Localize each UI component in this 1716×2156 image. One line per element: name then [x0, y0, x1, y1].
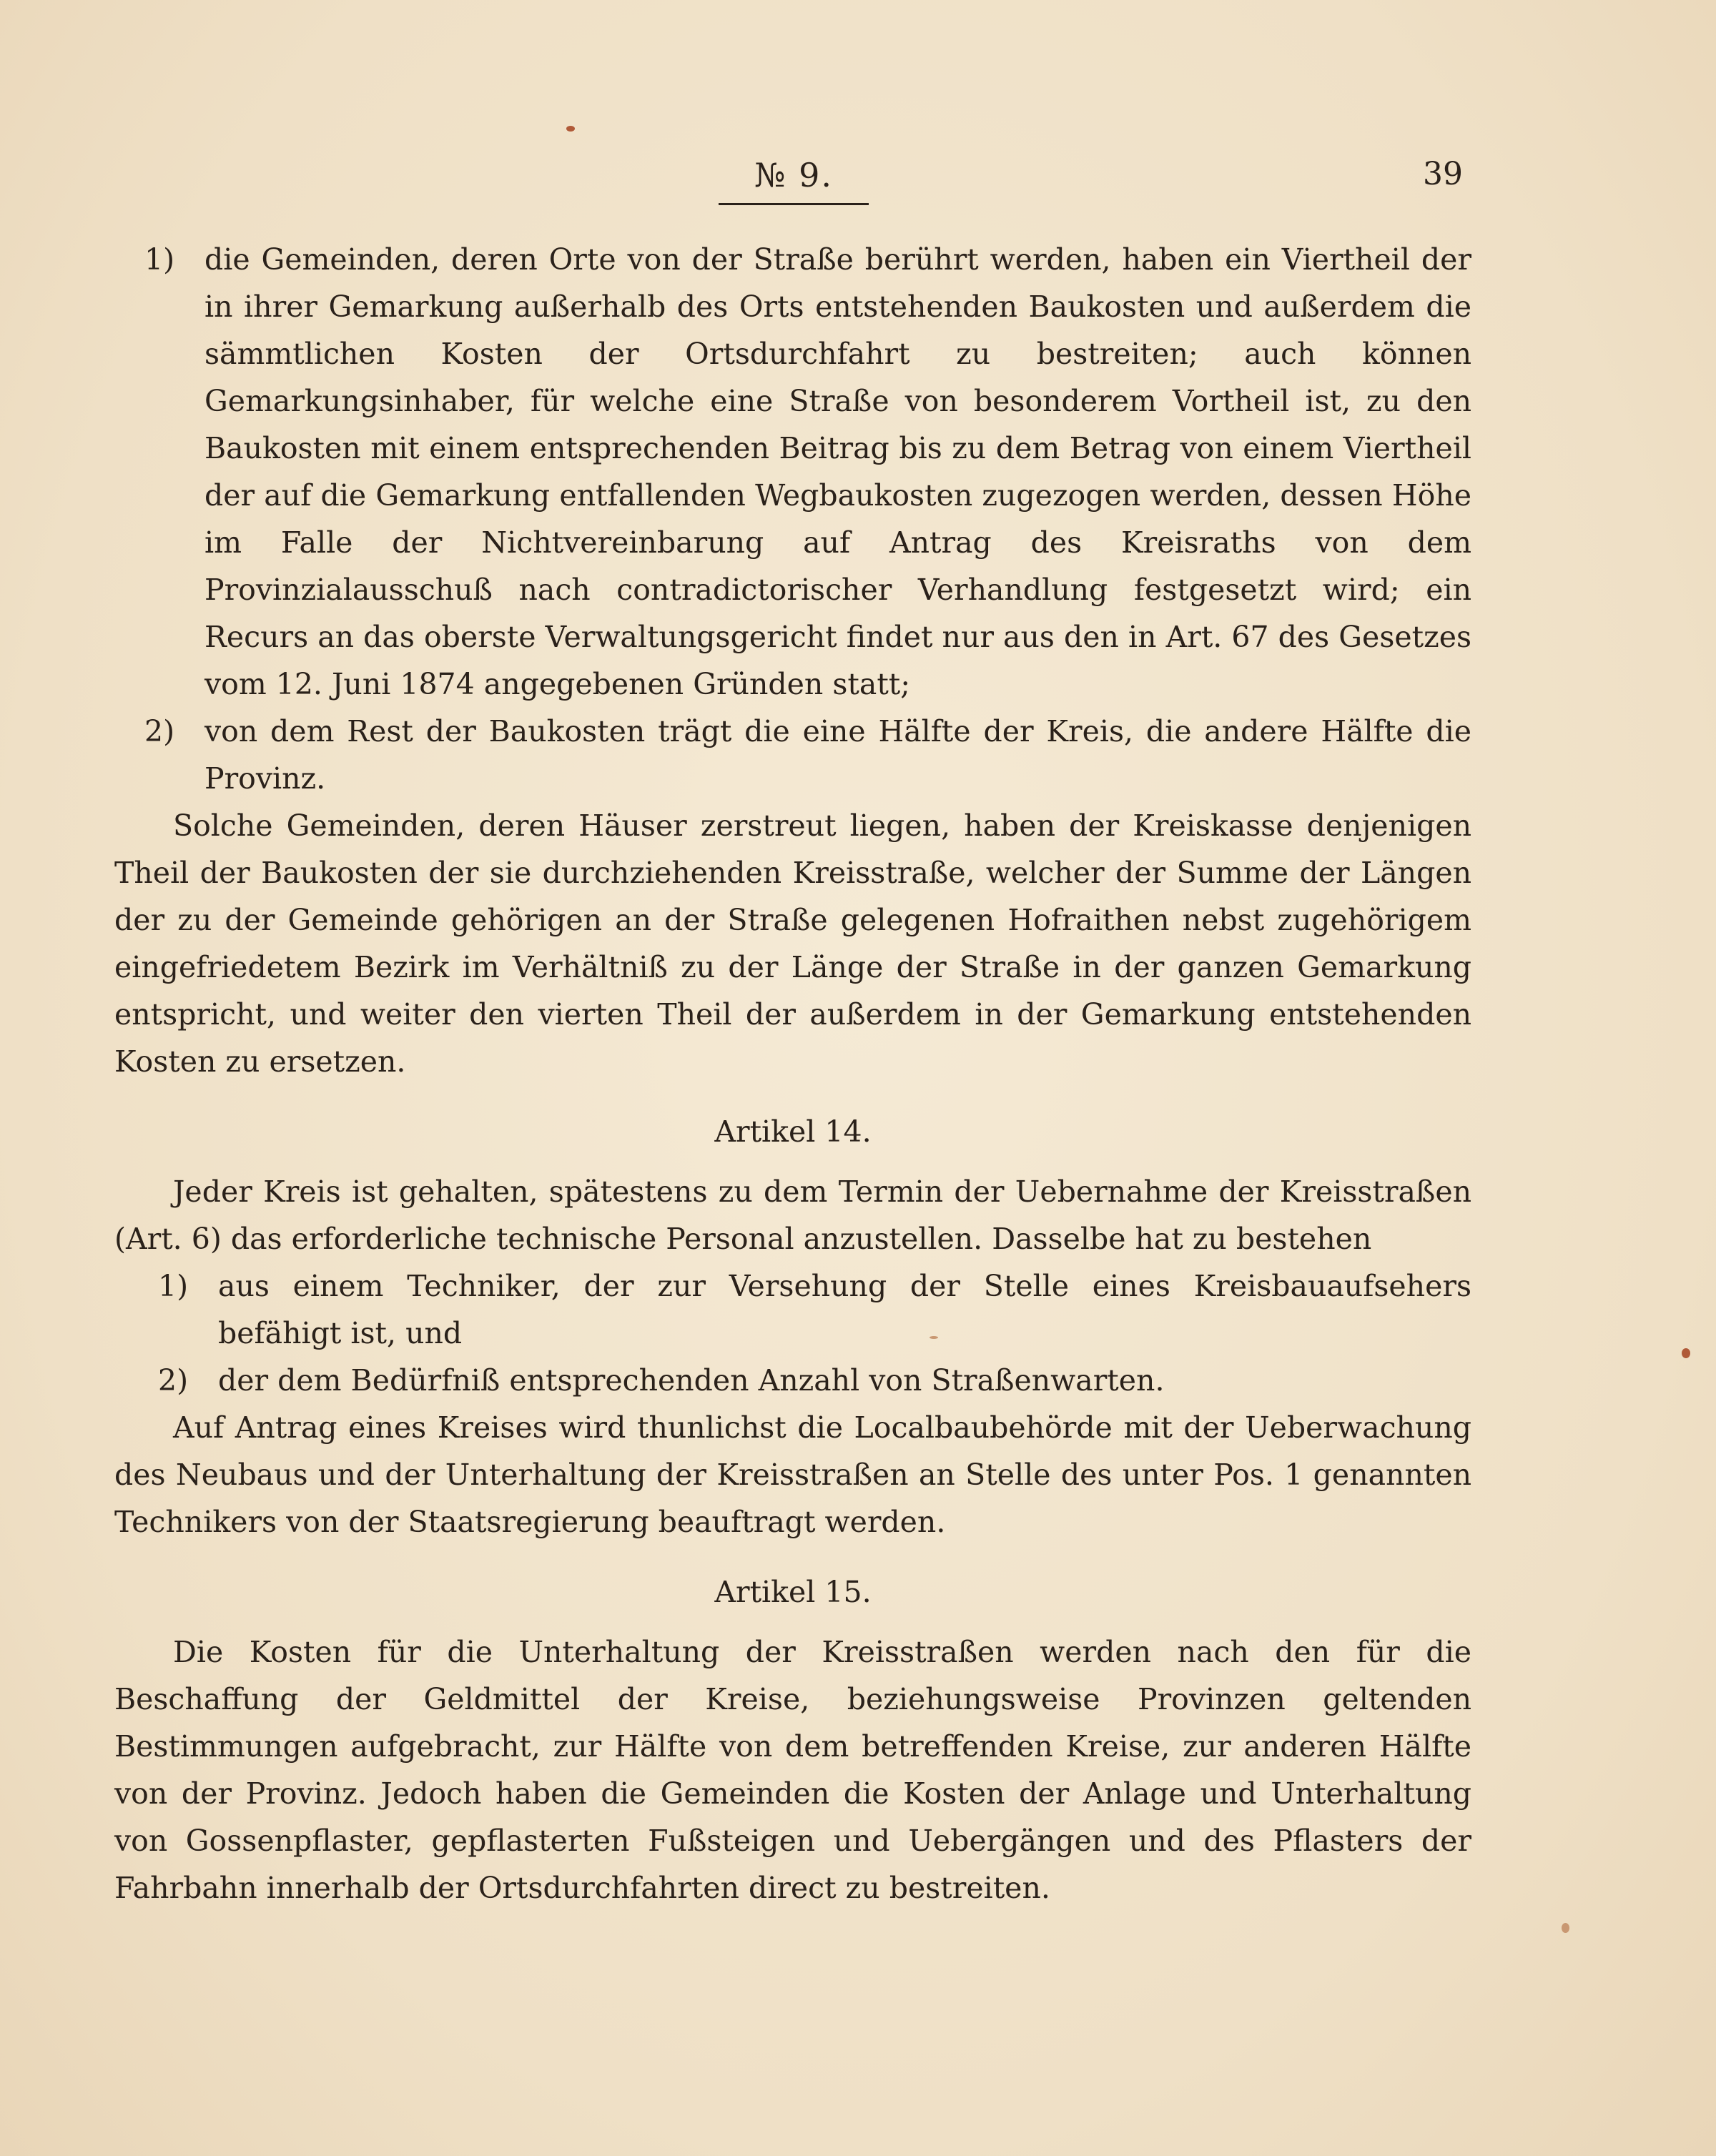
list-item	[114, 1357, 1471, 1404]
ink-spot	[1682, 1348, 1690, 1358]
list-item	[114, 1262, 1471, 1357]
list-item	[114, 708, 1471, 802]
list-number: 1)	[144, 242, 175, 277]
paragraph: Auf Antrag eines Kreises wird thunlichst die Localbaubehörde mit der Ueberwachung des Neubaus und der Unterhaltung der Kreisstraßen an Stelle des unter Pos. 1 genannten Technikers von der Staatsregierung beauftragt werden.	[114, 1410, 1471, 1539]
page-header	[0, 156, 1716, 213]
list-number: 2)	[144, 714, 175, 748]
list-text: der dem Bedürfniß entsprechenden Anzahl von Straßenwarten.	[218, 1363, 1165, 1398]
paper-stain	[1562, 1923, 1569, 1933]
article-15-title: Artikel 15.	[714, 1575, 872, 1609]
page-body	[114, 236, 1471, 1912]
page-number: 39	[1423, 156, 1463, 192]
list-number: 1)	[158, 1269, 189, 1303]
issue-underline	[719, 203, 869, 205]
list-item	[114, 236, 1471, 708]
article-14-title: Artikel 14.	[714, 1114, 872, 1149]
issue-number: № 9.	[754, 156, 834, 194]
paragraph: Solche Gemeinden, deren Häuser zerstreut liegen, haben der Kreiskasse denjenigen Theil der Baukosten der sie durchziehenden Kreisstraße, welcher der Summe der Längen der zu der Gemeinde gehörigen an der Straße gelegenen Hofraithen nebst zugehörigem eingefriedetem Bezirk im Verhältniß zu der Länge der Straße in der ganzen Gemarkung entspricht, und weiter den vierten Theil der außerdem in der Gemarkung entstehenden Kosten zu ersetzen.	[114, 808, 1471, 1079]
paragraph: Jeder Kreis ist gehalten, spätestens zu dem Termin der Uebernahme der Kreisstraßen (Art. 6) das erforderliche technische Personal anzustellen. Dasselbe hat zu bestehen	[114, 1175, 1471, 1256]
list-text: von dem Rest der Baukosten trägt die eine Hälfte der Kreis, die andere Hälfte die Provinz.	[204, 714, 1471, 796]
list-text: aus einem Techniker, der zur Versehung der Stelle eines Kreisbauaufsehers befähigt ist, und	[218, 1269, 1471, 1350]
paragraph: Die Kosten für die Unterhaltung der Kreisstraßen werden nach den für die Beschaffung der Geldmittel der Kreise, beziehungsweise Provinzen geltenden Bestimmungen aufgebracht, zur Hälfte von dem betreffenden Kreise, zur anderen Hälfte von der Provinz. Jedoch haben die Gemeinden die Kosten der Anlage und Unterhaltung von Gossenpflaster, gepflasterten Fußsteigen und Uebergängen und des Pflasters der Fahrbahn innerhalb der Ortsdurchfahrten direct zu bestreiten.	[114, 1635, 1471, 1905]
list-text: die Gemeinden, deren Orte von der Straße berührt werden, haben ein Viertheil der in ihrer Gemarkung außerhalb des Orts entstehenden Baukosten und außerdem die sämmtlichen Kosten der Ortsdurchfahrt zu bestreiten; auch können Gemarkungsinhaber, für welche eine Straße von besonderem Vortheil ist, zu den Baukosten mit einem entsprechenden Beitrag bis zu dem Betrag von einem Viertheil der auf die Gemarkung entfallenden Wegbaukosten zugezogen werden, dessen Höhe im Falle der Nichtvereinbarung auf Antrag des Kreisraths von dem Provinzialausschuß nach contradictorischer Verhandlung festgesetzt wird; ein Recurs an das oberste Verwaltungsgericht findet nur aus den in Art. 67 des Gesetzes vom 12. Juni 1874 angegebenen Gründen statt;	[204, 242, 1471, 701]
list-number: 2)	[158, 1363, 189, 1398]
ink-spot	[566, 126, 575, 132]
